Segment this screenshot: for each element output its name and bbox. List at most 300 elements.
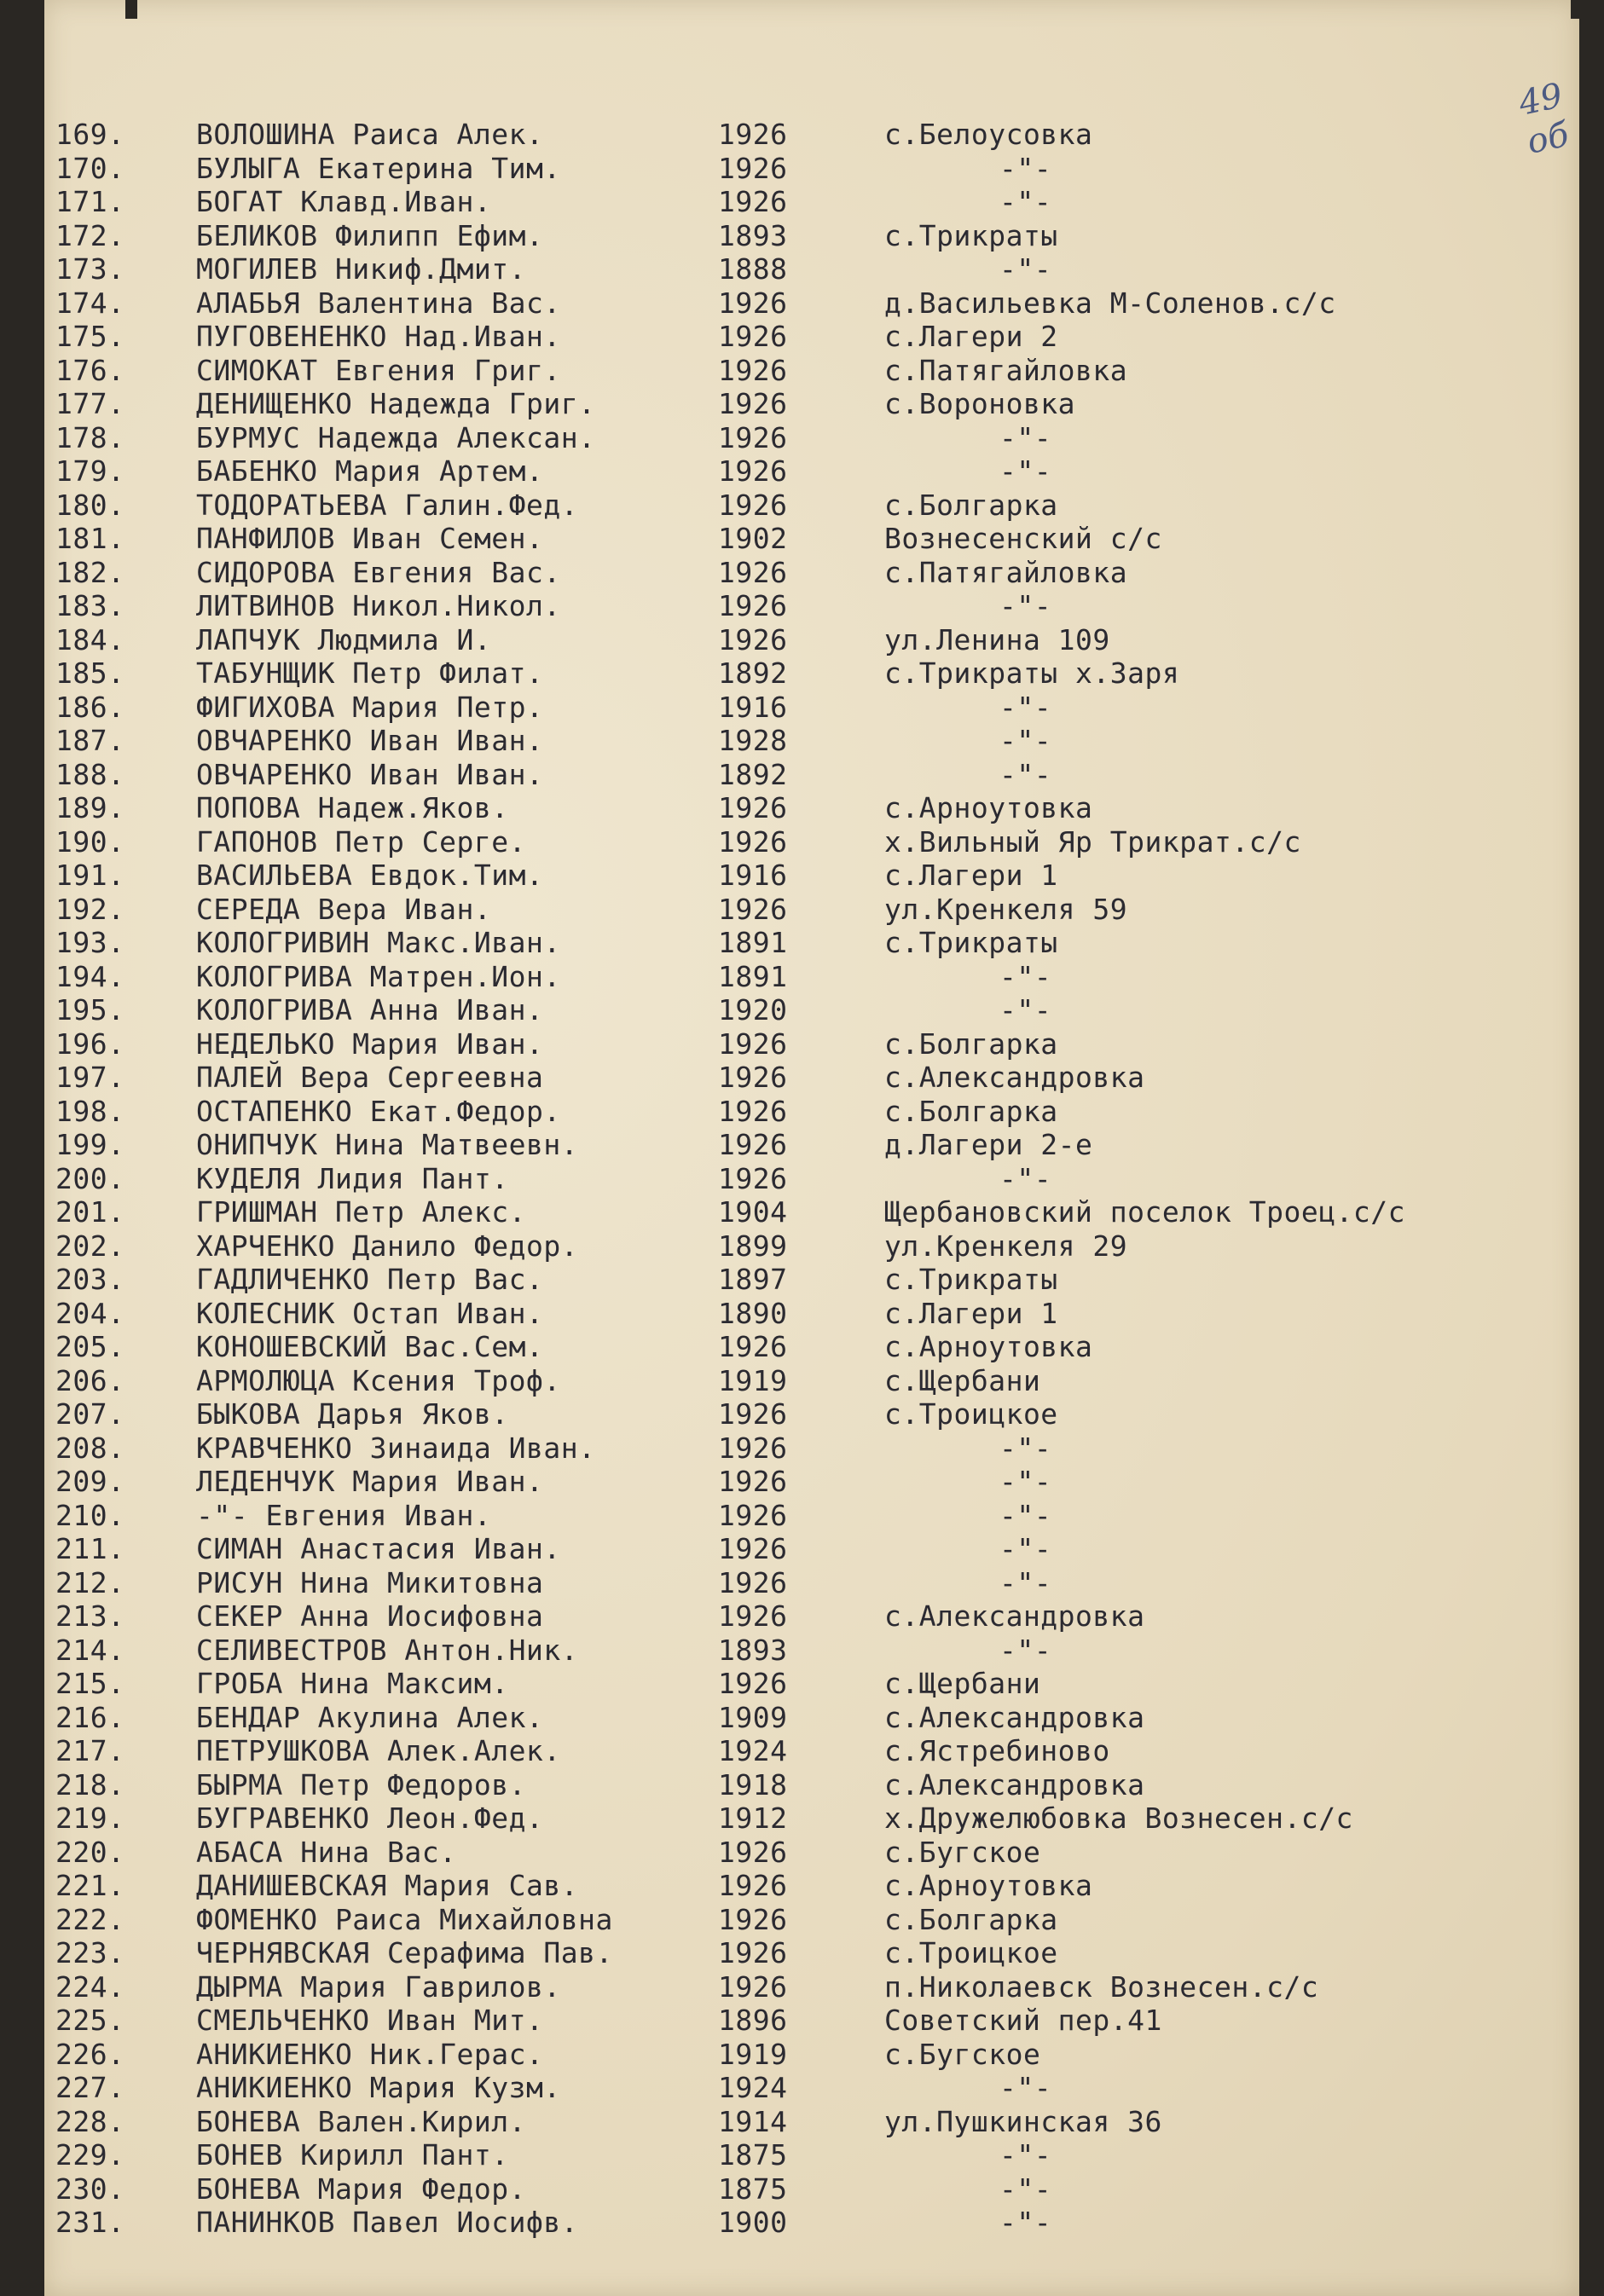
record-row [44,1634,1579,1668]
record-number: 195. [55,993,125,1027]
record-place: с.Троицкое [884,1397,1058,1431]
record-year: 1919 [718,1363,788,1397]
record-year: 1926 [718,1128,788,1161]
record-year: 1875 [718,2172,788,2206]
record-row [44,2206,1579,2240]
record-name: ГРОБА Нина Максим. [196,1667,509,1700]
record-place: с.Арноутовка [884,791,1093,824]
record-name: СИМОКАТ Евгения Григ. [196,353,561,387]
record-number: 218. [55,1767,125,1802]
record-number: 189. [55,791,125,824]
record-row [44,656,1579,691]
record-name: СМЕЛЬЧЕНКО Иван Мит. [196,2004,544,2037]
record-place: с.Лагери 2 [884,320,1058,353]
record-place: -"- [999,959,1052,993]
record-place: с.Патягайловка [884,353,1128,387]
record-year: 1926 [718,791,788,824]
record-name: КОЛЕСНИК Остап Иван. [196,1296,544,1330]
record-place: ул.Пушкинская 36 [884,2104,1162,2138]
record-row [44,219,1579,253]
record-name: ЛАПЧУК Людмила И. [196,622,492,656]
record-number: 211. [55,1532,125,1565]
record-row [44,1195,1579,1229]
record-year: 1888 [718,252,788,286]
record-row [44,2105,1579,2139]
record-row [44,1162,1579,1196]
record-place: с.Вороновка [884,387,1076,420]
record-place: с.Трикраты [884,1263,1058,1296]
record-place: с.Арноутовка [884,1330,1093,1363]
record-place: -"- [999,2206,1052,2239]
record-year: 1892 [718,757,788,791]
record-number: 203. [55,1263,125,1296]
record-year: 1924 [718,2071,788,2104]
record-number: 220. [55,1835,125,1869]
record-name: БЫКОВА Дарья Яков. [196,1397,509,1431]
record-place: ул.Кренкеля 29 [884,1229,1128,1263]
record-number: 174. [55,286,125,320]
record-row [44,1936,1579,1970]
record-number: 173. [55,252,125,286]
record-number: 188. [55,757,125,791]
record-number: 210. [55,1498,125,1532]
record-row [44,859,1579,893]
record-year: 1926 [718,1869,788,1902]
record-place: х.Дружелюбовка Вознесен.с/с [884,1802,1353,1835]
record-name: БУРМУС Надежда Алексан. [196,420,596,454]
record-year: 1926 [718,118,788,151]
record-place: с.Болгарка [884,1094,1058,1128]
record-place: -"- [999,690,1052,724]
record-number: 231. [55,2206,125,2239]
record-number: 224. [55,1969,125,2004]
record-year: 1926 [718,1667,788,1700]
record-number: 180. [55,488,125,522]
record-number: 187. [55,724,125,757]
record-row [44,1903,1579,1937]
record-number: 213. [55,1599,125,1633]
record-row [44,1734,1579,1768]
record-name: КОЛОГРИВА Анна Иван. [196,993,544,1027]
record-year: 1926 [718,555,788,589]
record-row [44,1027,1579,1061]
record-place: с.Болгарка [884,1902,1058,1936]
record-year: 1926 [718,185,788,218]
record-year: 1926 [718,1465,788,1498]
record-year: 1916 [718,690,788,724]
record-row [44,1128,1579,1162]
record-name: ТАБУНЩИК Петр Филат. [196,656,544,690]
record-number: 227. [55,2071,125,2104]
record-row [44,1566,1579,1600]
record-row [44,1836,1579,1870]
record-row [44,354,1579,388]
record-number: 184. [55,622,125,656]
record-place: с.Троицкое [884,1936,1058,1969]
record-year: 1899 [718,1229,788,1263]
record-name: АНИКИЕНКО Ник.Герас. [196,2037,544,2071]
record-row [44,1465,1579,1499]
record-number: 208. [55,1431,125,1465]
record-number: 216. [55,1700,125,1734]
record-year: 1926 [718,454,788,488]
record-name: ЧЕРНЯВСКАЯ Серафима Пав. [196,1936,613,1969]
record-year: 1891 [718,959,788,993]
record-name: ВАСИЛЬЕВА Евдок.Тим. [196,859,544,892]
record-year: 1897 [718,1263,788,1296]
record-place: с.Александровка [884,1700,1145,1734]
record-row [44,152,1579,186]
record-place: с.Ястребиново [884,1734,1110,1767]
record-number: 193. [55,926,125,959]
record-year: 1902 [718,522,788,555]
record-row [44,1499,1579,1533]
record-year: 1926 [718,1161,788,1195]
document-sheet [44,0,1579,2296]
record-year: 1926 [718,892,788,926]
record-row [44,589,1579,623]
record-place: -"- [999,454,1052,488]
record-number: 171. [55,185,125,218]
record-year: 1926 [718,622,788,656]
record-number: 182. [55,555,125,589]
record-number: 229. [55,2138,125,2172]
record-name: СИМАН Анастасия Иван. [196,1532,561,1565]
record-name: ГРИШМАН Петр Алекс. [196,1195,526,1229]
record-place: с.Бугское [884,2037,1041,2071]
record-year: 1926 [718,1902,788,1936]
record-row [44,926,1579,960]
record-year: 1926 [718,420,788,454]
record-name: ТОДОРАТЬЕВА Галин.Фед. [196,488,579,522]
record-year: 1926 [718,1532,788,1565]
record-number: 219. [55,1802,125,1835]
record-year: 1914 [718,2104,788,2138]
record-place: ул.Ленина 109 [884,622,1110,656]
record-row [44,252,1579,286]
record-name: БОНЕВ Кирилл Пант. [196,2138,509,2172]
record-year: 1926 [718,1330,788,1363]
record-row [44,387,1579,421]
record-number: 197. [55,1061,125,1094]
record-place: -"- [999,1161,1052,1195]
record-number: 221. [55,1869,125,1902]
record-name: ПЕТРУШКОВА Алек.Алек. [196,1734,561,1767]
record-place: Вознесенский с/с [884,522,1162,555]
record-row [44,1431,1579,1466]
record-place: с.Арноутовка [884,1869,1093,1902]
record-name: БАБЕНКО Мария Артем. [196,454,544,488]
record-name: КОЛОГРИВА Матрен.Ион. [196,959,561,993]
record-number: 178. [55,420,125,454]
record-row [44,2038,1579,2072]
record-row [44,1701,1579,1735]
record-row [44,2172,1579,2206]
record-name: ГАДЛИЧЕНКО Петр Вас. [196,1263,544,1296]
record-number: 192. [55,892,125,926]
record-number: 175. [55,320,125,353]
record-row [44,2071,1579,2105]
record-place: -"- [999,1532,1052,1565]
record-name: БУГРАВЕНКО Леон.Фед. [196,1802,544,1835]
record-place: -"- [999,589,1052,622]
record-row [44,454,1579,489]
record-name: КУДЕЛЯ Лидия Пант. [196,1161,509,1195]
record-place: -"- [999,420,1052,454]
record-row [44,1095,1579,1129]
record-row [44,489,1579,523]
record-name: ПОПОВА Надеж.Яков. [196,791,509,824]
record-year: 1912 [718,1802,788,1835]
record-row [44,522,1579,556]
record-number: 198. [55,1094,125,1128]
record-name: БОНЕВА Мария Федор. [196,2172,526,2206]
record-name: СЕРЕДА Вера Иван. [196,892,492,926]
record-place: -"- [999,1498,1052,1532]
record-name: ПАЛЕЙ Вера Сергеевна [196,1061,544,1094]
record-row [44,1768,1579,1802]
record-place: -"- [999,757,1052,791]
record-row [44,320,1579,354]
record-place: с.Патягайловка [884,555,1128,589]
record-row [44,1229,1579,1264]
record-row [44,556,1579,590]
record-place: д.Лагери 2-е [884,1128,1093,1161]
record-number: 222. [55,1902,125,1936]
record-place: д.Васильевка М-Соленов.с/с [884,286,1336,320]
record-row [44,1397,1579,1431]
record-place: -"- [999,2172,1052,2206]
record-name: ВОЛОШИНА Раиса Алек. [196,118,544,151]
record-number: 212. [55,1565,125,1599]
record-name: ДАНИШЕВСКАЯ Мария Сав. [196,1869,579,1902]
record-place: х.Вильный Яр Трикрат.с/с [884,824,1301,859]
record-row [44,2004,1579,2038]
record-number: 179. [55,454,125,488]
record-year: 1926 [718,320,788,353]
record-number: 206. [55,1363,125,1397]
record-number: 172. [55,218,125,252]
sheet-number: 49 об [1515,76,1572,162]
record-row [44,1330,1579,1364]
record-name: БОНЕВА Вален.Кирил. [196,2104,526,2138]
record-row [44,623,1579,657]
record-year: 1926 [718,1431,788,1465]
record-place: с.Лагери 1 [884,859,1058,892]
record-row [44,724,1579,758]
record-place: п.Николаевск Вознесен.с/с [884,1969,1319,2004]
record-number: 204. [55,1296,125,1330]
record-name: АНИКИЕНКО Мария Кузм. [196,2071,561,2104]
record-number: 214. [55,1633,125,1667]
record-place: -"- [999,1633,1052,1667]
record-number: 190. [55,824,125,859]
record-place: -"- [999,1465,1052,1498]
record-row [44,421,1579,455]
record-year: 1896 [718,2004,788,2037]
record-place: -"- [999,2138,1052,2172]
record-row [44,118,1579,152]
paper-notch [1571,0,1583,19]
record-name: ОВЧАРЕНКО Иван Иван. [196,724,544,757]
record-row [44,893,1579,927]
record-list [44,118,1579,2240]
record-name: БЕНДАР Акулина Алек. [196,1700,544,1734]
record-place: с.Белоусовка [884,118,1093,151]
record-number: 202. [55,1229,125,1263]
record-year: 1926 [718,1936,788,1969]
record-place: -"- [999,1431,1052,1465]
record-name: ФИГИХОВА Мария Петр. [196,690,544,724]
record-number: 176. [55,353,125,387]
record-year: 1893 [718,218,788,252]
record-year: 1916 [718,859,788,892]
record-year: 1926 [718,1835,788,1869]
record-row [44,1869,1579,1903]
record-name: СЕЛИВЕСТРОВ Антон.Ник. [196,1633,579,1667]
record-number: 205. [55,1330,125,1363]
record-year: 1926 [718,1061,788,1094]
record-year: 1875 [718,2138,788,2172]
record-year: 1900 [718,2206,788,2239]
record-row [44,185,1579,219]
record-place: ул.Кренкеля 59 [884,892,1128,926]
record-number: 209. [55,1465,125,1498]
record-number: 230. [55,2172,125,2206]
record-year: 1893 [718,1633,788,1667]
record-place: Щербановский поселок Троец.с/с [884,1195,1406,1229]
record-place: -"- [999,1565,1052,1599]
record-year: 1926 [718,824,788,859]
record-name: РИСУН Нина Микитовна [196,1565,544,1599]
record-number: 185. [55,656,125,690]
record-place: с.Трикраты х.Заря [884,656,1180,690]
record-year: 1926 [718,1565,788,1599]
record-place: с.Трикраты [884,218,1058,252]
record-number: 196. [55,1027,125,1061]
record-number: 199. [55,1128,125,1161]
record-place: Советский пер.41 [884,2004,1162,2037]
record-year: 1926 [718,151,788,185]
record-place: -"- [999,993,1052,1027]
record-row [44,1263,1579,1297]
record-name: ПАНФИЛОВ Иван Семен. [196,522,544,555]
record-row [44,960,1579,994]
record-year: 1909 [718,1700,788,1734]
record-year: 1924 [718,1734,788,1767]
record-year: 1928 [718,724,788,757]
record-number: 207. [55,1397,125,1431]
record-place: с.Трикраты [884,926,1058,959]
record-row [44,691,1579,725]
record-name: СИДОРОВА Евгения Вас. [196,555,561,589]
record-place: с.Лагери 1 [884,1296,1058,1330]
record-year: 1904 [718,1195,788,1229]
record-row [44,1802,1579,1836]
record-place: с.Болгарка [884,1027,1058,1061]
record-name: СЕКЕР Анна Иосифовна [196,1599,544,1633]
record-number: 191. [55,859,125,892]
record-number: 228. [55,2104,125,2138]
record-year: 1890 [718,1296,788,1330]
record-name: БУЛЫГА Екатерина Тим. [196,151,561,185]
record-place: -"- [999,724,1052,757]
record-name: ДЕНИЩЕНКО Надежда Григ. [196,387,596,420]
record-row [44,758,1579,792]
record-row [44,1667,1579,1701]
record-number: 170. [55,151,125,185]
record-place: с.Александровка [884,1599,1145,1633]
record-name: ОСТАПЕНКО Екат.Федор. [196,1094,561,1128]
record-name: ДЫРМА Мария Гаврилов. [196,1969,561,2004]
record-name: ПУГОВЕНЕНКО Над.Иван. [196,320,561,353]
record-row [44,2138,1579,2172]
record-row [44,1297,1579,1331]
record-number: 226. [55,2037,125,2071]
record-year: 1919 [718,2037,788,2071]
record-name: КОНОШЕВСКИЙ Вас.Сем. [196,1330,544,1363]
paper-notch [125,0,137,19]
record-name: ПАНИНКОВ Павел Иосифв. [196,2206,579,2239]
record-name: -"- Евгения Иван. [196,1498,492,1532]
record-name: ХАРЧЕНКО Данило Федор. [196,1229,579,1263]
record-row [44,1599,1579,1634]
record-year: 1926 [718,353,788,387]
record-row [44,286,1579,321]
record-year: 1926 [718,1969,788,2004]
record-name: ОНИПЧУК Нина Матвеевн. [196,1128,579,1161]
record-year: 1892 [718,656,788,690]
record-name: КРАВЧЕНКО Зинаида Иван. [196,1431,596,1465]
record-number: 223. [55,1936,125,1969]
record-name: ОВЧАРЕНКО Иван Иван. [196,757,544,791]
record-name: БЕЛИКОВ Филипп Ефим. [196,218,544,252]
record-name: БОГАТ Клавд.Иван. [196,185,492,218]
record-number: 200. [55,1161,125,1195]
record-year: 1926 [718,488,788,522]
record-row [44,1364,1579,1398]
record-year: 1891 [718,926,788,959]
record-row [44,1061,1579,1095]
record-year: 1926 [718,589,788,622]
record-number: 225. [55,2004,125,2037]
record-name: МОГИЛЕВ Никиф.Дмит. [196,252,526,286]
record-place: с.Щербани [884,1363,1041,1397]
record-name: ЛЕДЕНЧУК Мария Иван. [196,1465,544,1498]
record-year: 1926 [718,1498,788,1532]
record-year: 1926 [718,1027,788,1061]
record-row [44,1532,1579,1566]
record-number: 181. [55,522,125,555]
record-number: 169. [55,118,125,151]
record-name: АЛАБЬЯ Валентина Вас. [196,286,561,320]
record-place: -"- [999,2071,1052,2104]
record-place: с.Бугское [884,1835,1041,1869]
record-number: 183. [55,589,125,622]
record-place: с.Щербани [884,1667,1041,1700]
record-number: 194. [55,959,125,993]
record-name: БЫРМА Петр Федоров. [196,1767,526,1802]
record-number: 177. [55,387,125,420]
record-place: с.Александровка [884,1061,1145,1094]
record-year: 1918 [718,1767,788,1802]
record-row [44,825,1579,859]
record-number: 215. [55,1667,125,1700]
record-name: ЛИТВИНОВ Никол.Никол. [196,589,561,622]
record-place: -"- [999,185,1052,218]
record-name: НЕДЕЛЬКО Мария Иван. [196,1027,544,1061]
record-year: 1920 [718,993,788,1027]
